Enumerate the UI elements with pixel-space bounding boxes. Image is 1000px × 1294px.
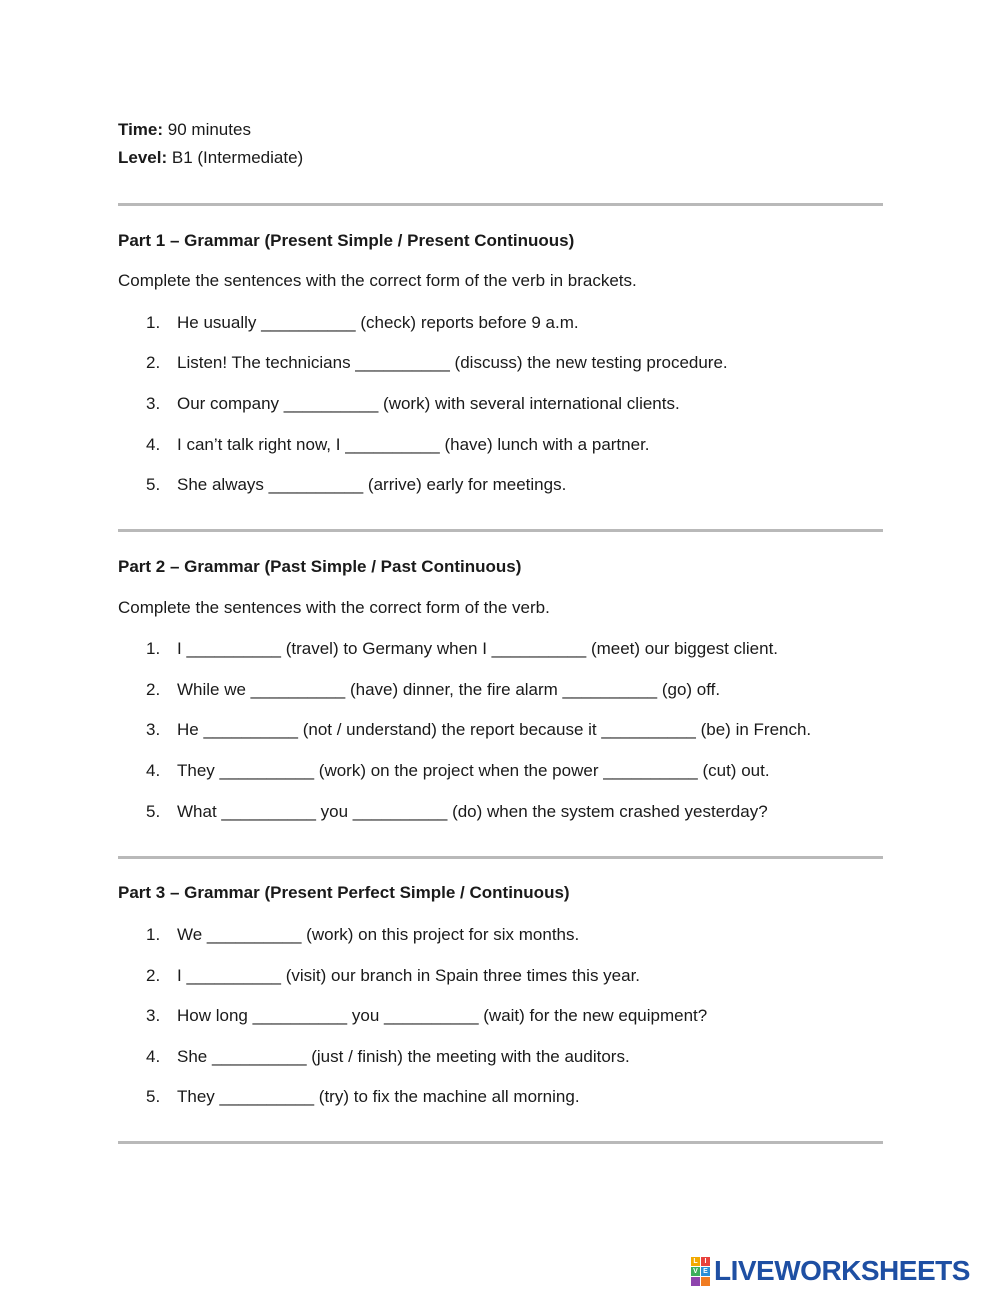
item-text: They __________ (work) on the project when the power __________ (cut) out. xyxy=(177,761,770,780)
part3-heading: Part 3 – Grammar (Present Perfect Simple / Continuous) xyxy=(118,883,570,902)
item-number: 3. xyxy=(146,394,161,413)
item-text: She __________ (just / finish) the meeting with the auditors. xyxy=(177,1047,630,1066)
item-number: 5. xyxy=(146,475,161,494)
divider xyxy=(118,203,883,206)
logo-mark-letter: L xyxy=(691,1257,700,1266)
item-number: 2. xyxy=(146,353,161,372)
item-number: 1. xyxy=(146,925,161,944)
liveworksheets-logo[interactable] xyxy=(691,1256,970,1286)
logo-mark-tile xyxy=(691,1277,700,1286)
time-line xyxy=(118,120,251,140)
logo-mark-letter: E xyxy=(701,1267,710,1276)
item-text: I can’t talk right now, I __________ (have) lunch with a partner. xyxy=(177,435,650,454)
part2-instruction: Complete the sentences with the correct form of the verb. xyxy=(118,598,550,617)
item-text: How long __________ you __________ (wait) for the new equipment? xyxy=(177,1006,708,1025)
part1-heading: Part 1 – Grammar (Present Simple / Present Continuous) xyxy=(118,231,575,250)
part1-instruction: Complete the sentences with the correct form of the verb in brackets. xyxy=(118,271,637,290)
item-number: 1. xyxy=(146,313,161,332)
item-text: She always __________ (arrive) early for meetings. xyxy=(177,475,567,494)
level-label: Level: xyxy=(118,148,168,167)
item-number: 4. xyxy=(146,1047,161,1066)
item-number: 4. xyxy=(146,435,161,454)
item-number: 3. xyxy=(146,720,161,739)
item-text: I __________ (visit) our branch in Spain three times this year. xyxy=(177,966,641,985)
logo-mark-letter: I xyxy=(701,1257,710,1266)
item-text: He __________ (not / understand) the report because it __________ (be) in French. xyxy=(177,720,812,739)
item-text: Listen! The technicians __________ (discuss) the new testing procedure. xyxy=(177,353,728,372)
part2-heading: Part 2 – Grammar (Past Simple / Past Continuous) xyxy=(118,557,522,576)
divider xyxy=(118,1141,883,1144)
item-text: Our company __________ (work) with several international clients. xyxy=(177,394,680,413)
item-number: 1. xyxy=(146,639,161,658)
divider xyxy=(118,856,883,859)
logo-text: LIVEWORKSHEETS xyxy=(714,1255,970,1286)
item-number: 5. xyxy=(146,802,161,821)
item-number: 5. xyxy=(146,1087,161,1106)
item-text: We __________ (work) on this project for six months. xyxy=(177,925,580,944)
level-value: B1 (Intermediate) xyxy=(171,148,304,167)
divider xyxy=(118,529,883,532)
item-text: He usually __________ (check) reports before 9 a.m. xyxy=(177,313,579,332)
item-text: What __________ you __________ (do) when the system crashed yesterday? xyxy=(177,802,768,821)
logo-mark-letter: V xyxy=(691,1267,700,1276)
level-line xyxy=(118,148,303,168)
logo-mark-icon xyxy=(691,1257,710,1286)
item-number: 3. xyxy=(146,1006,161,1025)
item-number: 4. xyxy=(146,761,161,780)
item-number: 2. xyxy=(146,966,161,985)
item-text: I __________ (travel) to Germany when I __________ (meet) our biggest client. xyxy=(177,639,779,658)
item-number: 2. xyxy=(146,680,161,699)
item-text: While we __________ (have) dinner, the fire alarm __________ (go) off. xyxy=(177,680,721,699)
time-value: 90 minutes xyxy=(167,120,251,139)
time-label: Time: xyxy=(118,120,164,139)
logo-mark-tile xyxy=(701,1277,710,1286)
item-text: They __________ (try) to fix the machine all morning. xyxy=(177,1087,580,1106)
